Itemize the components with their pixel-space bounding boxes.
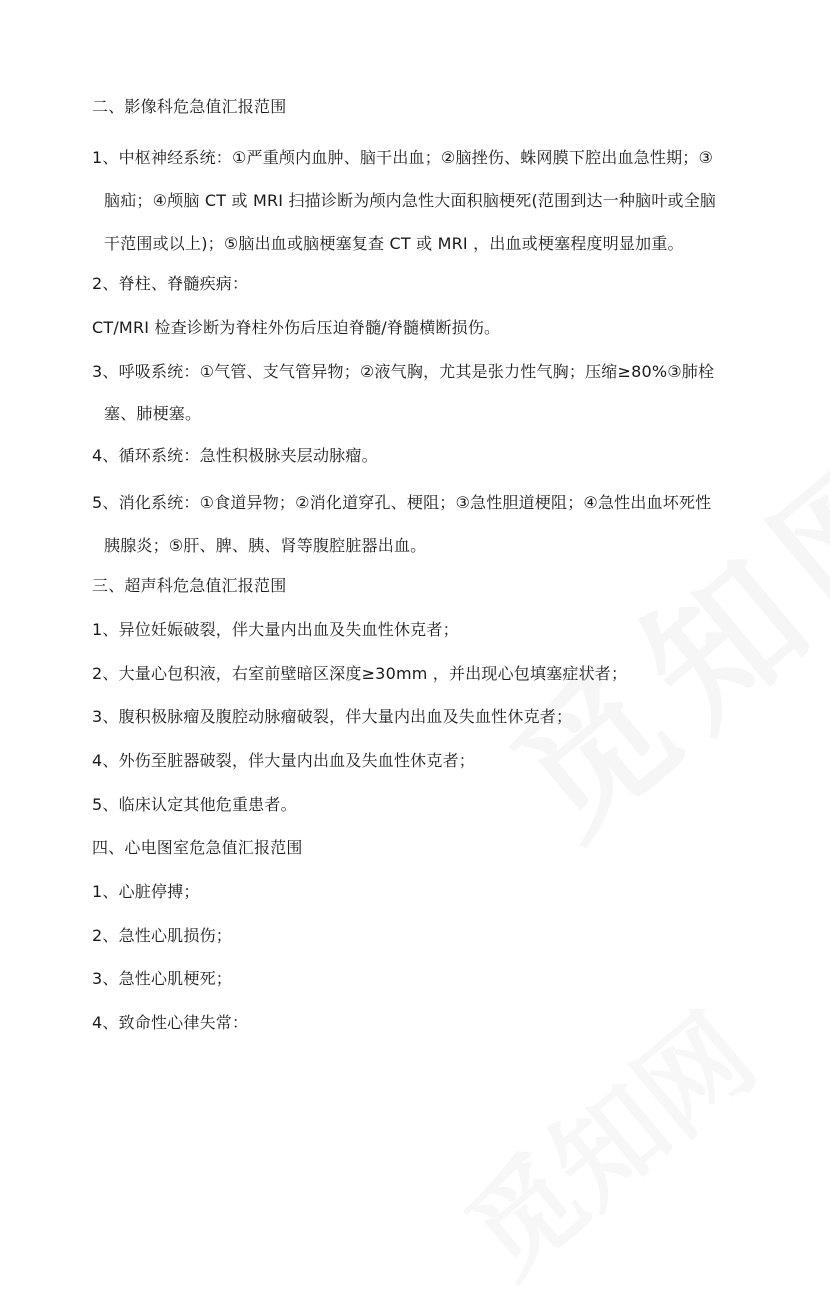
paragraph-line: 4、循环系统：急性积极脉夹层动脉瘤。 bbox=[92, 446, 378, 465]
paragraph-line: 塞、肺梗塞。 bbox=[104, 404, 202, 423]
paragraph-line: 1、中枢神经系统：①严重颅内血肿、脑干出血；②脑挫伤、蛛网膜下腔出血急性期；③ bbox=[92, 148, 714, 167]
section-heading-ultrasound: 三、超声科危急值汇报范围 bbox=[92, 576, 287, 595]
section-heading-imaging: 二、影像科危急值汇报范围 bbox=[92, 97, 287, 116]
paragraph-line: 胰腺炎；⑤肝、脾、胰、肾等腹腔脏器出血。 bbox=[104, 536, 427, 555]
paragraph-line: 4、外伤至脏器破裂，伴大量内出血及失血性休克者； bbox=[92, 751, 475, 770]
paragraph-line: 3、呼吸系统：①气管、支气管异物；②液气胸，尤其是张力性气胸；压缩≥80%③肺栓 bbox=[92, 362, 715, 381]
paragraph-line: CT/MRI 检查诊断为脊柱外伤后压迫脊髓/脊髓横断损伤。 bbox=[92, 318, 501, 337]
paragraph-line: 脑疝；④颅脑 CT 或 MRI 扫描诊断为颅内急性大面积脑梗死(范围到达一种脑叶或全脑 bbox=[104, 191, 717, 210]
paragraph-line: 1、心脏停搏； bbox=[92, 882, 200, 901]
section-heading-ecg: 四、心电图室危急值汇报范围 bbox=[92, 838, 303, 857]
watermark-bottom bbox=[428, 972, 782, 1305]
paragraph-line: 5、消化系统：①食道异物；②消化道穿孔、梗阻；③急性胆道梗阻；④急性出血坏死性 bbox=[92, 493, 712, 512]
watermark bbox=[460, 381, 830, 874]
paragraph-line: 2、大量心包积液，右室前壁暗区深度≥30mm ，并出现心包填塞症状者； bbox=[92, 664, 628, 683]
paragraph-line: 4、致命性心律失常： bbox=[92, 1013, 249, 1032]
paragraph-line: 2、脊柱、脊髓疾病： bbox=[92, 274, 249, 293]
paragraph-line: 1、异位妊娠破裂，伴大量内出血及失血性休克者； bbox=[92, 620, 459, 639]
paragraph-line: 干范围或以上)；⑤脑出血或脑梗塞复查 CT 或 MRI ，出血或梗塞程度明显加重。 bbox=[104, 234, 684, 253]
paragraph-line: 3、急性心肌梗死； bbox=[92, 969, 232, 988]
paragraph-line: 2、急性心肌损伤； bbox=[92, 926, 232, 945]
paragraph-line: 5、临床认定其他危重患者。 bbox=[92, 795, 297, 814]
paragraph-line: 3、腹积极脉瘤及腹腔动脉瘤破裂，伴大量内出血及失血性休克者； bbox=[92, 707, 573, 726]
